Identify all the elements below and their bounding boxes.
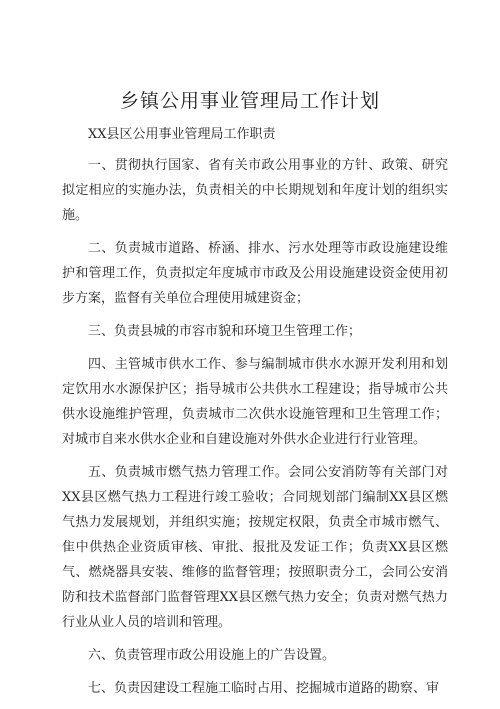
paragraph-2: 二、负责城市道路、桥涵、排水、污水处理等市政设施建设维护和管理工作，负责拟定年度城市市政及公用设施建设资金使用初步方案，监督有关单位合理使用城建资金； <box>62 241 448 306</box>
document-subtitle: XX县区公用事业管理局工作职责 <box>88 127 276 142</box>
paragraph-6: 六、负责管理市政公用设施上的广告设置。 <box>88 648 336 663</box>
paragraph-7: 七、负责因建设工程施工临时占用、挖掘城市道路的勘察、审 <box>88 681 440 696</box>
document-title: 乡镇公用事业管理局工作计划 <box>119 90 380 112</box>
paragraph-5: 五、负责城市燃气热力管理工作。会同公安消防等有关部门对XX县区燃气热力工程进行竣工验收；合同规划部门编制XX县区燃气热力发展规划，并组织实施；按规定权限，负责全市城市燃气、隹中供热企业资质审核、审批、报批及发证工作；负责XX县区燃气、燃烧器具安装、维修的监督管理；按照职责分工，会同公安消防和技术监督部门监督管理XX县区燃气热力安全；负责对燃气热力行业从业人员的培训和管理。 <box>62 465 448 630</box>
paragraph-1: 一、贯彻执行国家、省有关市政公用事业的方针、政策、研究拟定相应的实施办法，负责相关的中长期规划和年度计划的组织实施。 <box>62 158 448 223</box>
paragraph-3: 三、负责县城的市容市貌和环境卫生管理工作； <box>88 324 362 339</box>
document-body <box>62 122 448 709</box>
paragraph-4: 四、主管城市供水工作、参与编制城市供水水源开发利用和划定饮用水水源保护区；指导城市公共供水工程建设；指导城市公共供水设施维护管理，负责城市二次供水设施管理和卫生管理工作；对城市自来水供水企业和自建设施对外供水企业进行行业管理。 <box>62 357 448 447</box>
